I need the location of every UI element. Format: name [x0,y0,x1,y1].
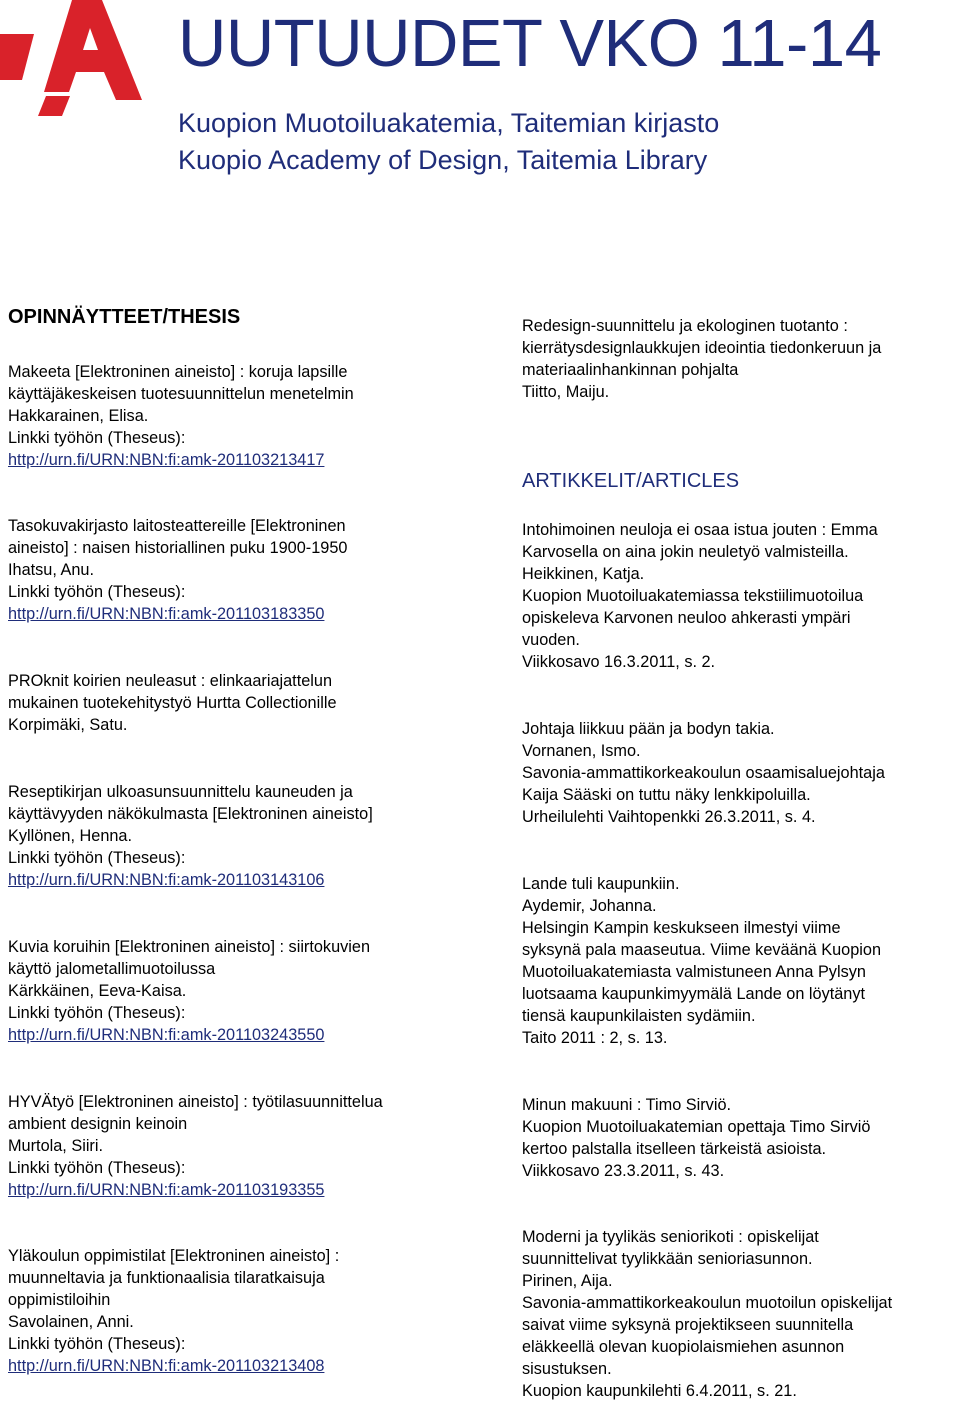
thesis-entry: Reseptikirjan ulkoasunsuunnittelu kauneuden ja käyttävyyden näkökulmasta [Elektroninen aineisto] Kyllönen, Henna. Linkki työhön (Theseus): http://urn.fi/URN:NBN:fi:amk-201103143106 [8,783,373,889]
theseus-link[interactable]: http://urn.fi/URN:NBN:fi:amk-201103213417 [8,451,325,469]
article-entry: Minun makuuni : Timo Sirviö. Kuopion Muotoiluakatemian opettaja Timo Sirviö kertoo palstalla itselleen tärkeistä asioista. Viikkosavo 23.3.2011, s. 43. [522,1096,871,1180]
thesis-entry: Makeeta [Elektroninen aineisto] : koruja lapsille käyttäjäkeskeisen tuotesuunnittelun menetelmin Hakkarainen, Elisa. Linkki työhön (Theseus): http://urn.fi/URN:NBN:fi:amk-201103213417 [8,363,354,469]
article-entry: Johtaja liikkuu pään ja bodyn takia. Vornanen, Ismo. Savonia-ammattikorkeakoulun osaamisaluejohtaja Kaija Sääski on tuttu näky lenkkipoluilla. Urheilulehti Vaihtopenkki 26.3.2011, s. 4. [522,720,885,826]
subtitle-fi: Kuopion Muotoiluakatemia, Taitemian kirjasto [178,108,720,138]
thesis-entry: Kuvia koruihin [Elektroninen aineisto] : siirtokuvien käyttö jalometallimuotoilussa Kärkkäinen, Eeva-Kaisa. Linkki työhön (Theseus): http://urn.fi/URN:NBN:fi:amk-201103243550 [8,938,370,1044]
theseus-link[interactable]: http://urn.fi/URN:NBN:fi:amk-201103213408 [8,1357,325,1375]
thesis-entry: PROknit koirien neuleasut : elinkaariajattelun mukainen tuotekehitystyö Hurtta Collectionille Korpimäki, Satu. [8,672,337,734]
taitemia-logo [0,0,160,140]
thesis-entry: Yläkoulun oppimistilat [Elektroninen aineisto] : muunneltavia ja funktionaalisia tilaratkaisuja oppimistiloihin Savolainen, Anni. Linkki työhön (Theseus): http://urn.fi/URN:NBN:fi:amk-201103213408 [8,1247,340,1375]
subtitle-en: Kuopio Academy of Design, Taitemia Library [178,145,708,175]
article-entry: Moderni ja tyylikäs seniorikoti : opiskelijat suunnittelivat tyylikkään senioriasunnon. Pirinen, Aija. Savonia-ammattikorkeakoulun muotoilun opiskelijat saivat viime syksynä projektikseen suunnitella eläkkeellä olevan kuopiolaismiehen asunnon sisustuksen. Kuopion kaupunkilehti 6.4.2011, s. 21. [522,1228,893,1400]
theseus-link[interactable]: http://urn.fi/URN:NBN:fi:amk-201103193355 [8,1181,325,1199]
article-entry: Intohimoinen neuloja ei osaa istua jouten : Emma Karvosella on aina jokin neuletyö valmisteilla. Heikkinen, Katja. Kuopion Muotoiluakatemiassa tekstiilimuotoilua opiskeleva Karvonen neuloo ahkerasti ympäri vuoden. Viikkosavo 16.3.2011, s. 2. [522,521,878,671]
thesis-entry: Redesign-suunnittelu ja ekologinen tuotanto : kierrätysdesignlaukkujen ideointia tiedonkeruun ja materiaalinhankinnan pohjalta Tiitto, Maiju. [522,317,882,401]
thesis-heading: OPINNÄYTTEET/THESIS [8,306,241,328]
thesis-entry: Tasokuvakirjasto laitosteattereille [Elektroninen aineisto] : naisen historiallinen puku 1900-1950 Ihatsu, Anu. Linkki työhön (Theseus): http://urn.fi/URN:NBN:fi:amk-201103183350 [8,517,348,623]
theseus-link[interactable]: http://urn.fi/URN:NBN:fi:amk-201103183350 [8,605,325,623]
theseus-link[interactable]: http://urn.fi/URN:NBN:fi:amk-201103243550 [8,1026,325,1044]
theseus-link[interactable]: http://urn.fi/URN:NBN:fi:amk-201103143106 [8,871,325,889]
articles-heading: ARTIKKELIT/ARTICLES [522,470,740,492]
article-entry: Lande tuli kaupunkiin. Aydemir, Johanna. Helsingin Kampin keskukseen ilmestyi viime syksynä pala maaseutua. Viime keväänä Kuopion Muotoiluakatemiasta valmistuneen Anna Pylsyn luotsaama kaupunkimyymälä Lande on löytänyt tiensä kaupunkilaisten sydämiin. Taito 2011 : 2, s. 13. [522,875,882,1047]
page-title: UUTUUDET VKO 11-14 [178,6,882,81]
thesis-entry: HYVÄtyö [Elektroninen aineisto] : työtilasuunnittelua ambient designin keinoin Murtola, Siiri. Linkki työhön (Theseus): http://urn.fi/URN:NBN:fi:amk-201103193355 [8,1093,383,1199]
